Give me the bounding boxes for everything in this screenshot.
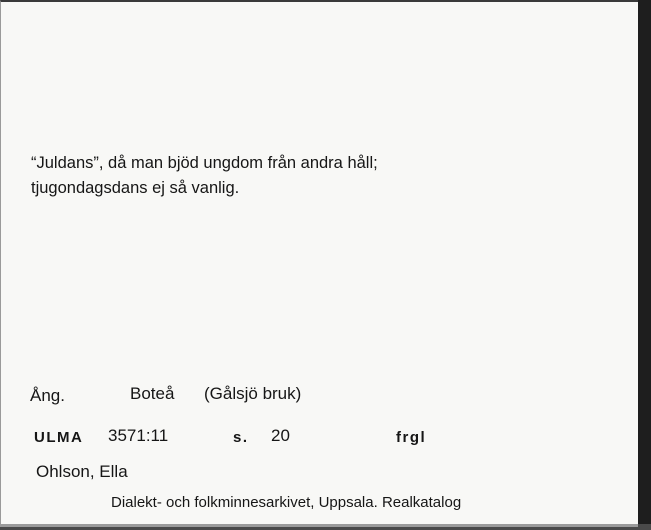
page-label: s. <box>233 429 249 446</box>
place: Boteå <box>130 384 175 403</box>
informant: Ohlson, Ella <box>36 462 128 481</box>
scan-edge-right <box>638 0 651 530</box>
scan-edge-bottom <box>0 524 651 530</box>
archive-number: 3571:11 <box>108 426 169 445</box>
place-detail: (Gålsjö bruk) <box>204 384 302 403</box>
archive-footer: Dialekt- och folkminnesarkivet, Uppsala. Realkatalog <box>111 494 462 511</box>
page-number: 20 <box>271 426 290 445</box>
note-line-1: “Juldans”, då man bjöd ungdom från andra håll; <box>31 154 378 172</box>
note-line-2: tjugondagsdans ej så vanlig. <box>31 179 240 197</box>
archive-code: ULMA <box>34 429 84 446</box>
card-note <box>31 151 378 201</box>
ang-label: Ång. <box>30 386 65 405</box>
tag: frgl <box>396 429 427 446</box>
